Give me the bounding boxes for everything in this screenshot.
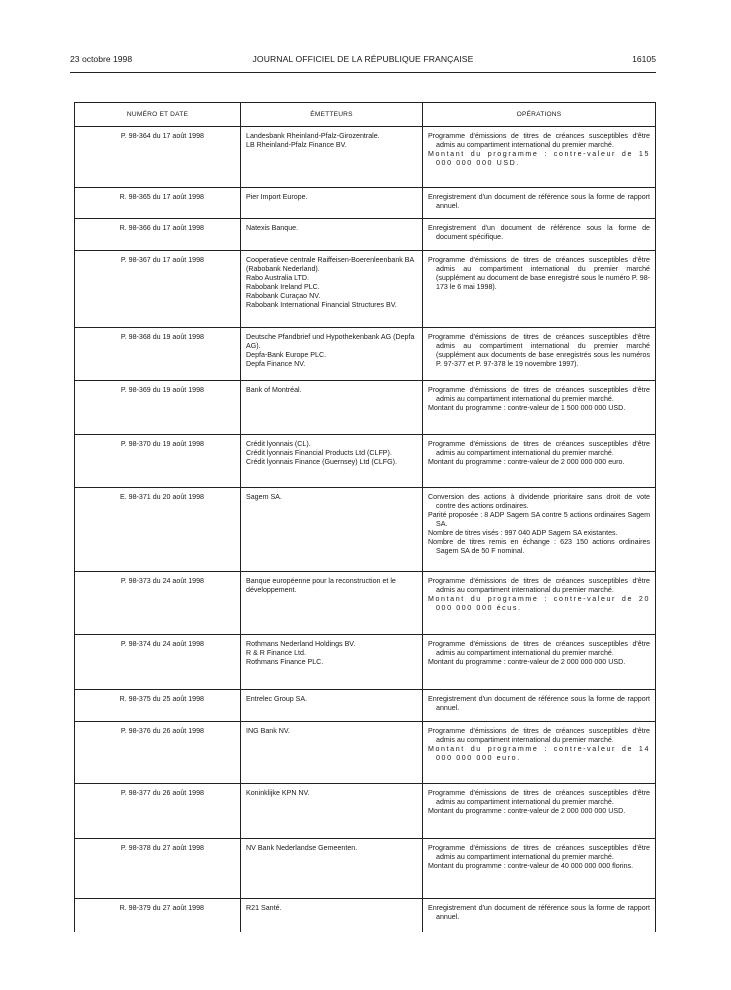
cell-operations bbox=[423, 127, 656, 188]
cell-emetteurs bbox=[241, 219, 423, 251]
operation-line: Programme d'émissions de titres de créances susceptibles d'être admis au compartiment international du premier marché (supplément au document de base enregistré sous le numéro P. 98-173 le 6 mai 1998). bbox=[428, 256, 650, 291]
emetteur-line: Rothmans Finance PLC. bbox=[246, 658, 324, 666]
cell-numero: R. 98-365 du 17 août 1998 bbox=[75, 188, 241, 219]
emetteur-line: ING Bank NV. bbox=[246, 727, 290, 735]
header-title: JOURNAL OFFICIEL DE LA RÉPUBLIQUE FRANÇAISE bbox=[252, 54, 474, 64]
cell-numero: P. 98-368 du 19 août 1998 bbox=[75, 328, 241, 381]
operation-line: Programme d'émissions de titres de créances susceptibles d'être admis au compartiment international du premier marché. bbox=[428, 577, 650, 594]
cell-emetteurs bbox=[241, 722, 423, 784]
cell-emetteurs bbox=[241, 188, 423, 219]
operation-line: Enregistrement d'un document de référence sous la forme de rapport annuel. bbox=[428, 695, 650, 712]
emetteur-line: Crédit lyonnais (CL). bbox=[246, 440, 311, 448]
cell-emetteurs bbox=[241, 635, 423, 690]
cell-operations bbox=[423, 219, 656, 251]
cell-operations bbox=[423, 328, 656, 381]
cell-numero: P. 98-377 du 26 août 1998 bbox=[75, 784, 241, 839]
operation-line: Programme d'émissions de titres de créances susceptibles d'être admis au compartiment international du premier marché. bbox=[428, 386, 650, 403]
cell-emetteurs bbox=[241, 381, 423, 435]
table-row bbox=[75, 635, 656, 690]
cell-numero: P. 98-370 du 19 août 1998 bbox=[75, 435, 241, 488]
emetteur-line: Rothmans Nederland Holdings BV. bbox=[246, 640, 356, 648]
page-header bbox=[70, 54, 656, 68]
emetteur-line: Depfa-Bank Europe PLC. bbox=[246, 351, 327, 359]
cell-emetteurs bbox=[241, 784, 423, 839]
table-row bbox=[75, 188, 656, 219]
cell-numero: R. 98-375 du 25 août 1998 bbox=[75, 690, 241, 722]
operation-line: Montant du programme : contre-valeur de 1 500 000 000 USD. bbox=[428, 404, 626, 412]
table-row bbox=[75, 722, 656, 784]
emetteur-line: Natexis Banque. bbox=[246, 224, 299, 232]
operation-line: Parité proposée : 8 ADP Sagem SA contre 5 actions ordinaires Sagem SA. bbox=[428, 511, 650, 528]
cell-numero: P. 98-374 du 24 août 1998 bbox=[75, 635, 241, 690]
emetteur-line: Koninklijke KPN NV. bbox=[246, 789, 310, 797]
emetteur-line: R & R Finance Ltd. bbox=[246, 649, 306, 657]
cell-numero: P. 98-364 du 17 août 1998 bbox=[75, 127, 241, 188]
column-header-numero: NUMÉRO ET DATE bbox=[75, 103, 241, 127]
table-body bbox=[75, 127, 656, 932]
cell-operations bbox=[423, 188, 656, 219]
emetteur-line: Sagem SA. bbox=[246, 493, 282, 501]
operation-line: Enregistrement d'un document de référence sous la forme de document spécifique. bbox=[428, 224, 650, 241]
cell-operations bbox=[423, 435, 656, 488]
cell-operations bbox=[423, 572, 656, 635]
table-row bbox=[75, 127, 656, 188]
table-row bbox=[75, 381, 656, 435]
operation-line: Conversion des actions à dividende prioritaire sans droit de vote contre des actions ordinaires. bbox=[428, 493, 650, 510]
table-row bbox=[75, 572, 656, 635]
operation-line: Montant du programme : contre-valeur de 14 000 000 000 euro. bbox=[428, 745, 650, 762]
cell-emetteurs bbox=[241, 127, 423, 188]
cell-operations bbox=[423, 690, 656, 722]
table-row bbox=[75, 328, 656, 381]
cell-emetteurs bbox=[241, 839, 423, 899]
emetteur-line: Deutsche Pfandbrief und Hypothekenbank AG (Depfa AG). bbox=[246, 333, 415, 350]
operation-line: Enregistrement d'un document de référence sous la forme de rapport annuel. bbox=[428, 904, 650, 921]
operation-line: Montant du programme : contre-valeur de 2 000 000 000 USD. bbox=[428, 658, 626, 666]
emetteur-line: Banque européenne pour la reconstruction et le développement. bbox=[246, 577, 396, 594]
operations-table bbox=[74, 102, 656, 932]
table-row bbox=[75, 435, 656, 488]
cell-operations bbox=[423, 899, 656, 932]
emetteur-line: Pier Import Europe. bbox=[246, 193, 308, 201]
cell-operations bbox=[423, 381, 656, 435]
cell-operations bbox=[423, 784, 656, 839]
operation-line: Programme d'émissions de titres de créances susceptibles d'être admis au compartiment international du premier marché. bbox=[428, 789, 650, 806]
emetteur-line: Rabobank Curaçao NV. bbox=[246, 292, 321, 300]
column-header-emetteurs: ÉMETTEURS bbox=[241, 103, 423, 127]
table-row bbox=[75, 251, 656, 328]
header-rule bbox=[70, 72, 656, 73]
header-page-number: 16105 bbox=[632, 54, 656, 64]
cell-operations bbox=[423, 251, 656, 328]
cell-operations bbox=[423, 635, 656, 690]
cell-operations bbox=[423, 839, 656, 899]
operation-line: Montant du programme : contre-valeur de 2 000 000 000 euro. bbox=[428, 458, 625, 466]
cell-numero: P. 98-369 du 19 août 1998 bbox=[75, 381, 241, 435]
emetteur-line: R21 Santé. bbox=[246, 904, 282, 912]
operation-line: Programme d'émissions de titres de créances susceptibles d'être admis au compartiment international du premier marché. bbox=[428, 132, 650, 149]
cell-emetteurs bbox=[241, 435, 423, 488]
operation-line: Programme d'émissions de titres de créances susceptibles d'être admis au compartiment international du premier marché. bbox=[428, 640, 650, 657]
table-row bbox=[75, 690, 656, 722]
cell-numero: P. 98-378 du 27 août 1998 bbox=[75, 839, 241, 899]
header-date: 23 octobre 1998 bbox=[70, 54, 133, 64]
emetteur-line: Rabo Australia LTD. bbox=[246, 274, 309, 282]
cell-numero: E. 98-371 du 20 août 1998 bbox=[75, 488, 241, 572]
cell-emetteurs bbox=[241, 690, 423, 722]
table-row bbox=[75, 784, 656, 839]
emetteur-line: Crédit lyonnais Finance (Guernsey) Ltd (CLFG). bbox=[246, 458, 397, 466]
operation-line: Montant du programme : contre-valeur de 2 000 000 000 USD. bbox=[428, 807, 626, 815]
cell-emetteurs bbox=[241, 328, 423, 381]
operation-line: Programme d'émissions de titres de créances susceptibles d'être admis au compartiment international du premier marché (supplément aux documents de base enregistrés sous les numéros P. 97-377 et P. 97-378 le 19 novembre 1997). bbox=[428, 333, 650, 368]
operation-line: Montant du programme : contre-valeur de 15 000 000 000 USD. bbox=[428, 150, 650, 167]
cell-emetteurs bbox=[241, 488, 423, 572]
operation-line: Nombre de titres remis en échange : 623 150 actions ordinaires Sagem SA de 50 F nominal. bbox=[428, 538, 650, 555]
cell-numero: P. 98-367 du 17 août 1998 bbox=[75, 251, 241, 328]
table-row bbox=[75, 488, 656, 572]
emetteur-line: NV Bank Nederlandse Gemeenten. bbox=[246, 844, 358, 852]
emetteur-line: Entrelec Group SA. bbox=[246, 695, 308, 703]
emetteur-line: Crédit lyonnais Financial Products Ltd (CLFP). bbox=[246, 449, 392, 457]
column-header-operations: OPÉRATIONS bbox=[423, 103, 656, 127]
cell-numero: P. 98-376 du 26 août 1998 bbox=[75, 722, 241, 784]
table-row bbox=[75, 219, 656, 251]
cell-numero: R. 98-366 du 17 août 1998 bbox=[75, 219, 241, 251]
emetteur-line: Bank of Montréal. bbox=[246, 386, 302, 394]
cell-emetteurs bbox=[241, 899, 423, 932]
table-header-row bbox=[75, 103, 656, 127]
cell-emetteurs bbox=[241, 251, 423, 328]
cell-operations bbox=[423, 722, 656, 784]
table-row bbox=[75, 899, 656, 932]
emetteur-line: Cooperatieve centrale Raiffeisen-Boerenleenbank BA (Rabobank Nederland). bbox=[246, 256, 414, 273]
emetteur-line: Rabobank International Financial Structures BV. bbox=[246, 301, 397, 309]
emetteur-line: Rabobank Ireland PLC. bbox=[246, 283, 320, 291]
cell-emetteurs bbox=[241, 572, 423, 635]
operation-line: Programme d'émissions de titres de créances susceptibles d'être admis au compartiment international du premier marché. bbox=[428, 440, 650, 457]
cell-operations bbox=[423, 488, 656, 572]
emetteur-line: Landesbank Rheinland-Pfalz-Girozentrale. bbox=[246, 132, 380, 140]
operation-line: Montant du programme : contre-valeur de 40 000 000 000 florins. bbox=[428, 862, 634, 870]
operation-line: Programme d'émissions de titres de créances susceptibles d'être admis au compartiment international du premier marché. bbox=[428, 844, 650, 861]
emetteur-line: Depfa Finance NV. bbox=[246, 360, 306, 368]
emetteur-line: LB Rheinland-Pfalz Finance BV. bbox=[246, 141, 347, 149]
operation-line: Nombre de titres visés : 997 040 ADP Sagem SA existantes. bbox=[428, 529, 618, 537]
table-row bbox=[75, 839, 656, 899]
cell-numero: P. 98-373 du 24 août 1998 bbox=[75, 572, 241, 635]
operation-line: Enregistrement d'un document de référence sous la forme de rapport annuel. bbox=[428, 193, 650, 210]
operation-line: Montant du programme : contre-valeur de 20 000 000 000 écus. bbox=[428, 595, 650, 612]
operation-line: Programme d'émissions de titres de créances susceptibles d'être admis au compartiment international du premier marché. bbox=[428, 727, 650, 744]
cell-numero: R. 98-379 du 27 août 1998 bbox=[75, 899, 241, 932]
